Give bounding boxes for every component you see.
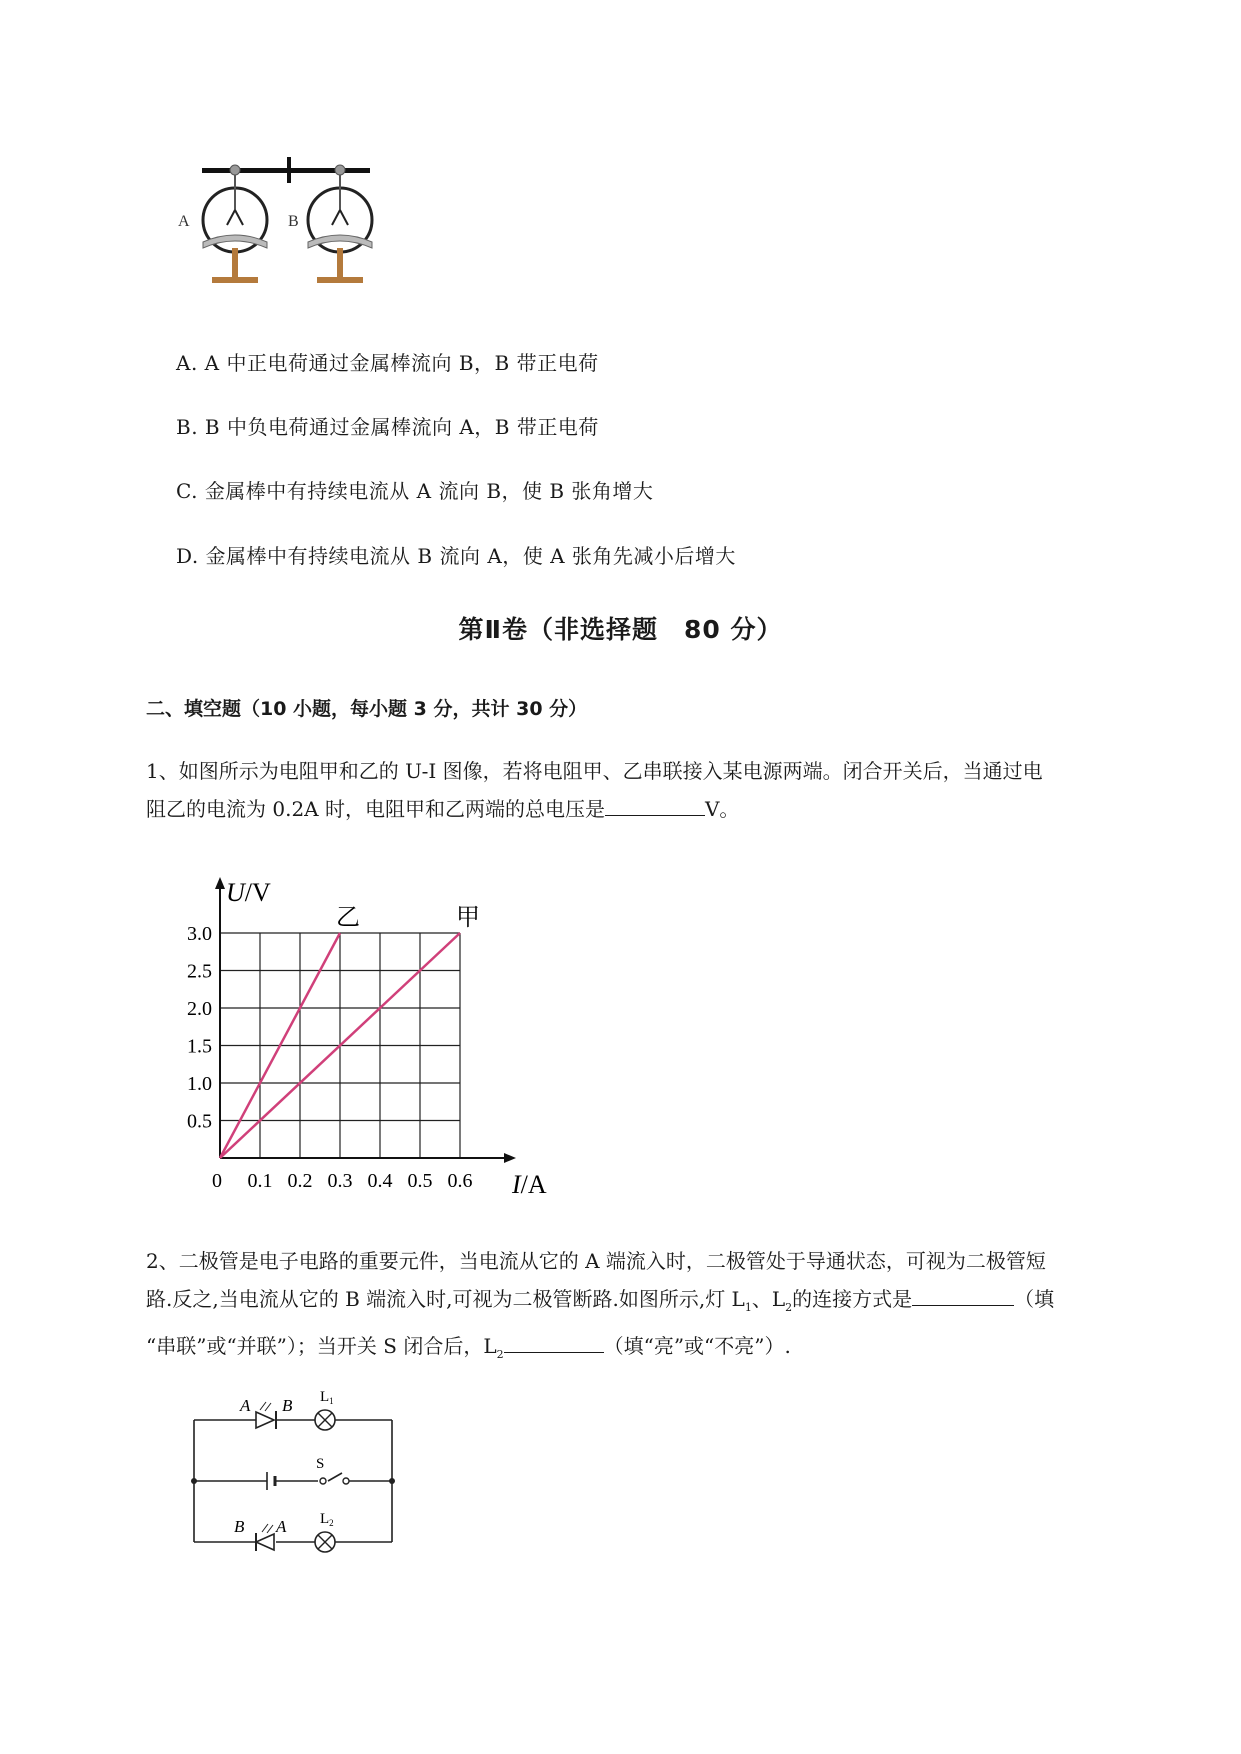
question-2-line-2a: 路.反之,当电流从它的 B 端流入时,可视为二极管断路.如图所示,灯 L (146, 1287, 745, 1311)
circuit-diagram (170, 1380, 410, 1560)
question-2-line-1: 2、二极管是电子电路的重要元件，当电流从它的 A 端流入时，二极管处于导通状态，可视为二极管短 (146, 1249, 1046, 1273)
electroscope-figure (170, 150, 400, 310)
answer-blank-q2-lamp[interactable] (504, 1332, 604, 1353)
circuit-label-l1-sub: 1 (329, 1396, 334, 1406)
origin-label: 0 (212, 1170, 222, 1192)
x-axis-label-var: I (512, 1170, 521, 1199)
question-2-sub-2: 2 (785, 1301, 793, 1314)
y-axis-label (226, 878, 271, 907)
answer-blank-q2-connection[interactable] (912, 1285, 1014, 1306)
electroscope-label-a: A (178, 213, 190, 230)
option-c-text: 金属棒中有持续电流从 A 流向 B，使 B 张角增大 (204, 479, 654, 503)
x-tick-label: 0.1 (247, 1170, 273, 1192)
circuit-label-bottom-b: B (234, 1517, 245, 1536)
y-axis-label-unit: /V (244, 878, 271, 907)
ui-chart (160, 865, 580, 1205)
option-a-text: A 中正电荷通过金属棒流向 B，B 带正电荷 (204, 351, 599, 375)
x-tick-label: 0.3 (327, 1170, 353, 1192)
option-a (176, 347, 599, 376)
circuit-label-top-b: B (282, 1396, 293, 1415)
option-b-text: B 中负电荷通过金属棒流向 A，B 带正电荷 (204, 415, 599, 439)
junction-right (389, 1478, 395, 1484)
electroscope-label-b: B (288, 213, 299, 230)
x-axis-label (511, 1170, 547, 1199)
diode-bottom-icon (256, 1524, 274, 1551)
y-axis-arrow (215, 877, 225, 889)
x-tick-label: 0.2 (287, 1170, 313, 1192)
junction-left (191, 1478, 197, 1484)
question-2-sub-3: 2 (496, 1348, 504, 1361)
y-axis-label-var: U (226, 878, 245, 907)
x-axis-arrow (504, 1153, 516, 1163)
lamp-l2-icon (315, 1532, 335, 1552)
diode-top-icon (256, 1402, 276, 1429)
circuit-label-l1-main: L (320, 1389, 330, 1405)
x-tick-label: 0.6 (447, 1170, 473, 1192)
option-c (176, 475, 653, 504)
option-b (176, 411, 599, 440)
y-tick-label: 2.5 (187, 960, 212, 983)
question-2-sub-1: 1 (744, 1301, 752, 1314)
option-d-key: D. (176, 544, 199, 568)
circuit-label-bottom-a: A (276, 1517, 287, 1536)
option-b-key: B. (176, 415, 199, 439)
question-2-line-2b: 的连接方式是 (792, 1287, 913, 1311)
circuit-label-l2 (320, 1511, 334, 1528)
circuit-label-top-a: A (240, 1396, 251, 1415)
series-label-1: 乙 (336, 905, 360, 931)
question-2-line-2c: （填 (1014, 1287, 1055, 1311)
question-1 (146, 752, 1151, 828)
y-tick-label: 1.5 (187, 1035, 212, 1058)
y-tick-label: 0.5 (187, 1110, 212, 1133)
switch-icon (320, 1478, 349, 1484)
y-tick-label: 1.0 (187, 1073, 212, 1095)
circuit-label-s: S (316, 1456, 325, 1472)
circuit-label-l2-sub: 2 (329, 1518, 334, 1528)
question-2-line-3a: “串联”或“并联”）；当开关 S 闭合后，L (146, 1334, 497, 1358)
option-c-key: C. (176, 479, 198, 503)
lamp-l1-icon (315, 1410, 335, 1430)
option-a-key: A. (176, 351, 198, 375)
option-d (176, 540, 736, 569)
question-2-sep: 、L (751, 1287, 786, 1311)
question-2 (146, 1242, 1151, 1374)
electroscope-a (203, 165, 267, 283)
question-1-unit: V。 (704, 797, 740, 821)
circuit-label-l1 (320, 1389, 334, 1406)
x-tick-label: 0.5 (407, 1170, 433, 1192)
x-tick-label: 0.4 (367, 1170, 393, 1192)
subsection-heading: 二、填空题（10 小题，每小题 3 分，共计 30 分） (146, 698, 588, 720)
question-2-line-3b: （填“亮”或“不亮”）. (603, 1334, 791, 1358)
option-d-text: 金属棒中有持续电流从 B 流向 A，使 A 张角先减小后增大 (205, 544, 736, 568)
battery-icon (267, 1472, 275, 1490)
section-title: 第Ⅱ卷（非选择题 80 分） (458, 615, 783, 644)
y-tick-label: 3.0 (187, 923, 212, 945)
chart-tick-labels (187, 923, 473, 1192)
circuit-label-l2-main: L (320, 1511, 330, 1527)
electroscope-b (308, 165, 372, 283)
question-1-line-1: 1、如图所示为电阻甲和乙的 U-I 图像，若将电阻甲、乙串联接入某电源两端。闭合开关后，当通过电 (146, 759, 1043, 783)
answer-blank-q1[interactable] (605, 795, 705, 816)
series-label-2: 甲 (456, 905, 480, 931)
y-tick-label: 2.0 (187, 998, 212, 1020)
question-1-line-2: 阻乙的电流为 0.2A 时，电阻甲和乙两端的总电压是 (146, 797, 605, 821)
x-axis-label-unit: /A (520, 1170, 547, 1199)
